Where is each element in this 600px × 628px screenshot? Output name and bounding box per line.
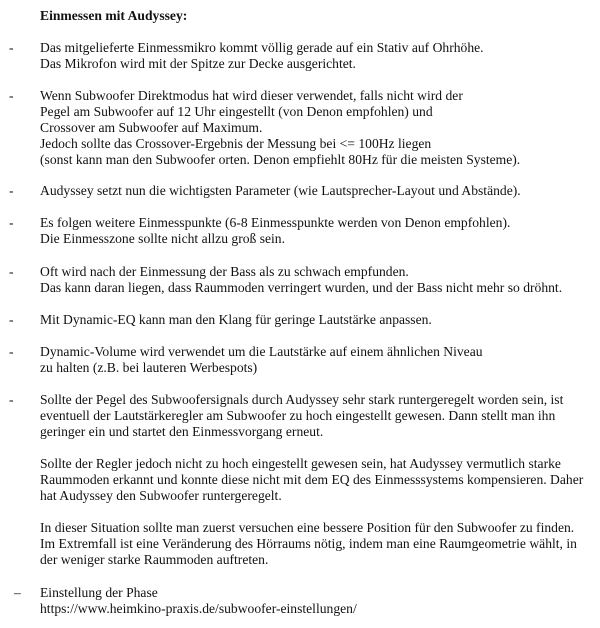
text-line: Das Mikrofon wird mit der Spitze zur Decke ausgerichtet. (40, 56, 356, 71)
text-line: Das mitgelieferte Einmessmikro kommt völlig gerade auf ein Stativ auf Ohrhöhe. (40, 40, 484, 55)
list-item-text (40, 392, 592, 568)
text-paragraph: Sollte der Regler jedoch nicht zu hoch eingestellt gewesen sein, hat Audyssey vermutlich starke Raummoden erkannt und konnte diese nicht mit dem EQ des Einmesssystems kompensieren. Daher hat Audyssey den Subwoofer runtergeregelt. (40, 456, 584, 503)
list-item-text (40, 183, 592, 199)
document-title: Einmessen mit Audyssey: (40, 8, 188, 23)
list-item-text (40, 88, 592, 168)
list-dash: - (9, 183, 14, 198)
list-dash: - (9, 312, 14, 327)
text-line: Einstellung der Phase (40, 585, 158, 600)
list-item-text (40, 312, 592, 328)
text-line: Wenn Subwoofer Direktmodus hat wird dieser verwendet, falls nicht wird der (40, 88, 463, 103)
text-line: Mit Dynamic-EQ kann man den Klang für geringe Lautstärke anpassen. (40, 312, 432, 327)
text-paragraph: Sollte der Pegel des Subwoofersignals durch Audyssey sehr stark runtergeregelt worden sein, ist eventuell der Lautstärkeregler am Subwoofer zu hoch eingestellt gewesen. Dann stellt man ihn geringer ein und startet den Einmessvorgang erneut. (40, 392, 564, 439)
url-text: https://www.heimkino-praxis.de/subwoofer-einstellungen/ (40, 601, 357, 616)
text-line: Es folgen weitere Einmesspunkte (6-8 Einmesspunkte werden von Denon empfohlen). (40, 215, 511, 230)
list-dash: - (9, 88, 14, 103)
list-item-text (40, 40, 592, 72)
text-line: (sonst kann man den Subwoofer orten. Denon empfiehlt 80Hz für die meisten Systeme). (40, 152, 521, 167)
list-dash: – (14, 585, 21, 600)
list-item-text (40, 264, 592, 296)
text-line: Die Einmesszone sollte nicht allzu groß sein. (40, 231, 286, 246)
text-line: Crossover am Subwoofer auf Maximum. (40, 120, 263, 135)
text-line: Das kann daran liegen, dass Raummoden verringert wurden, und der Bass nicht mehr so dröhnt. (40, 280, 563, 295)
text-line: zu halten (z.B. bei lauteren Werbespots) (40, 360, 258, 375)
list-item-text (40, 215, 592, 247)
list-dash: - (9, 40, 14, 55)
list-dash: - (9, 215, 14, 230)
text-line: Audyssey setzt nun die wichtigsten Parameter (wie Lautsprecher-Layout und Abstände). (40, 183, 521, 198)
text-line: Oft wird nach der Einmessung der Bass als zu schwach empfunden. (40, 264, 409, 279)
text-paragraph: In dieser Situation sollte man zuerst versuchen eine bessere Position für den Subwoofer zu finden. Im Extremfall ist eine Veränderung des Hörraums nötig, indem man eine Raumgeometrie wählt, in der weniger starke Raummoden auftreten. (40, 520, 577, 567)
list-dash: - (9, 264, 14, 279)
list-dash: - (9, 392, 14, 407)
list-item-text (40, 344, 592, 376)
list-item-text (40, 585, 592, 617)
text-line: Dynamic-Volume wird verwendet um die Lautstärke auf einem ähnlichen Niveau (40, 344, 483, 359)
text-line: Pegel am Subwoofer auf 12 Uhr eingestellt (von Denon empfohlen) und (40, 104, 433, 119)
list-dash: - (9, 344, 14, 359)
text-line: Jedoch sollte das Crossover-Ergebnis der Messung bei <= 100Hz liegen (40, 136, 432, 151)
